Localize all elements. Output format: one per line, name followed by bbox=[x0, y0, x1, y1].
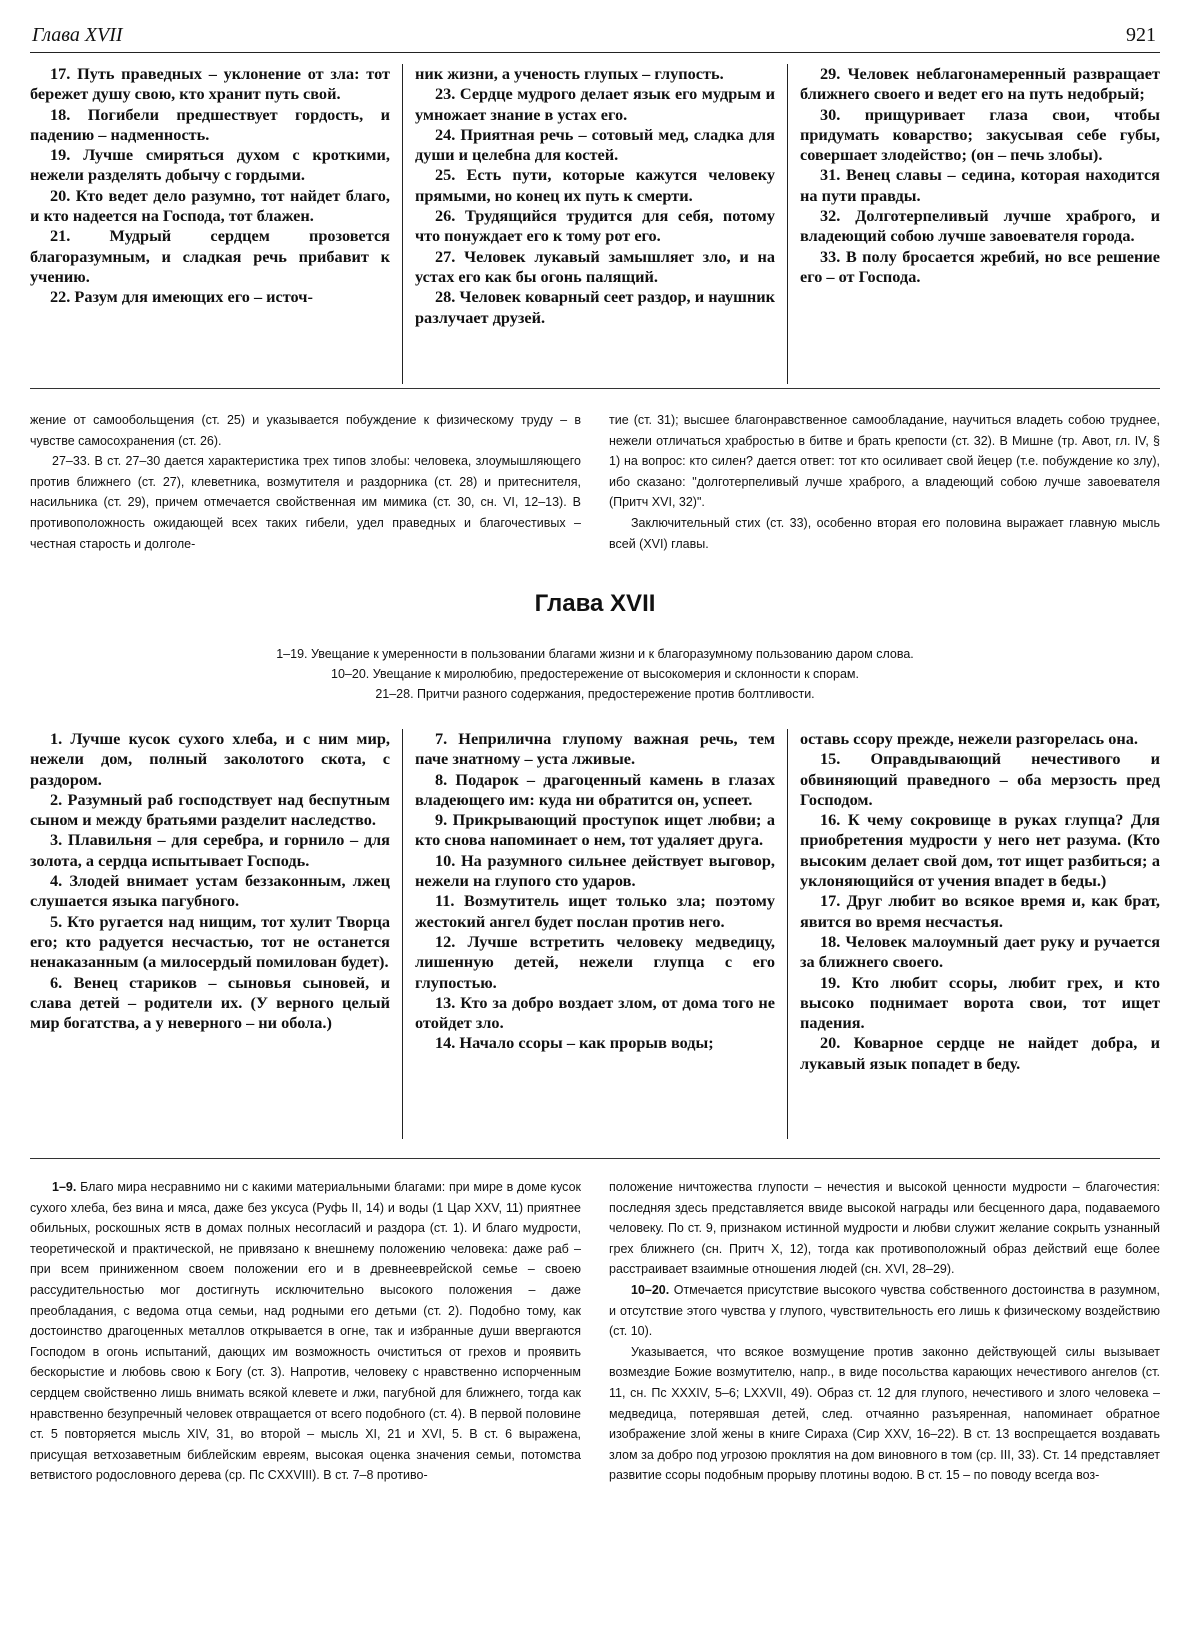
section-divider bbox=[30, 388, 1160, 389]
verse-column bbox=[30, 64, 402, 384]
bottom-commentary bbox=[30, 1177, 1160, 1486]
verse: 2. Разумный раб господствует над беспутным сыном и между братьями разделит наследство. bbox=[30, 789, 390, 830]
verse-column bbox=[402, 729, 787, 1139]
commentary-text: Благо мира несравнимо ни с какими материальными благами: при мире в доме кусок сухого хлеба, без вина и мяса, даже без уксуса (Руфь II, 14) и воды (1 Цар XXV, 11) приятнее обильных, роскошных яств в домах полных несогласий и раздора (ст. 1). И благо мудрости, теоретической и практической, не привязано к внешнему положению человека: даже раб – при всем приниженном своем положении его и в древнееврейской семье – своею рассудительностью мог достигнуть исключительно высокого положения – даже преобладания, с ведома отца семьи, над родными его детьми (ст. 2). Подобно тому, как достоинство драгоценных металлов открывается в огне, так и избранные души ввергаются Господом в огонь испытаний, дающих им возможность очиститься от грехов и проявить бескорыстие и любовь свою к Богу (ст. 3). Напротив, человеку с нравственно испорченным сердцем свойственно лишь внимать всякой клевете и лжи, пагубной для ближнего, тогда как нравственно безупречный человек отвращается от всего подобного (ст. 4). В первой половине ст. 5 повторяется мысль XIV, 31, во второй – мысль XI, 21 и XVI, 5. В ст. 6 выражена, присущая ветхозаветным библейским евреям, высокая оценка значения семьи, потомства ветвистого родословного дерева (ср. Пс CXXVIII). В ст. 7–8 противо- bbox=[30, 1180, 581, 1483]
verse: 19. Кто любит ссоры, любит грех, и кто высоко поднимает ворота свои, тот ищет падения. bbox=[800, 972, 1160, 1033]
verse: оставь ссору прежде, нежели разгорелась она. bbox=[800, 729, 1138, 748]
commentary-paragraph: Заключительный стих (ст. 33), особенно вторая его половина выражает главную мысль всей (XVI) главы. bbox=[609, 515, 1160, 551]
commentary-column bbox=[609, 410, 1160, 554]
chapter-title: Глава XVII bbox=[534, 590, 656, 617]
commentary-paragraph bbox=[609, 1177, 1160, 1280]
section-divider bbox=[30, 1158, 1160, 1159]
verse: 29. Человек неблагонамеренный развращает ближнего своего и ведет его на путь недобрый; bbox=[800, 64, 1160, 104]
top-verses bbox=[30, 64, 1160, 384]
verse: 23. Сердце мудрого делает язык его мудрым и умножает знание в устах его. bbox=[415, 84, 775, 124]
verse: 22. Разум для имеющих его – источ- bbox=[50, 287, 313, 307]
summary-line: 1–19. Увещание к умеренности в пользовании благами жизни и к благоразумному пользованию даром слова. bbox=[276, 647, 914, 661]
verse: 7. Неприлична глупому важная речь, тем паче знатному – уста лживые. bbox=[415, 729, 775, 769]
verse: 25. Есть пути, которые кажутся человеку прямыми, но конец их путь к смерти. bbox=[415, 165, 775, 205]
verse: 20. Коварное сердце не найдет добра, и лукавый язык попадет в беду. bbox=[800, 1033, 1160, 1073]
verse: 31. Венец славы – седина, которая находится на пути правды. bbox=[800, 165, 1160, 205]
chapter-summary bbox=[30, 644, 1160, 704]
verse: 12. Лучше встретить человеку медведицу, лишенную детей, нежели глупца с его глупостью. bbox=[415, 931, 775, 992]
commentary-lead: 1–9. bbox=[52, 1180, 77, 1194]
commentary-text: Указывается, что всякое возмущение против законно действующей силы вызывает возмездие Божие возмутителю, напр., в виде посольства карающих нечестивого ангелов (ст. 11, сн. Пс XXXIV, 5–6; LXXVII, 49). Образ ст. 12 для глупого, нечестивого и злого человека – медведица, потерявшая детей, след. отчаянно разъяренная, напоминает обратное изображение злой жены в книге Сираха (Сир XXV, 16–22). В ст. 13 воспрещается воздавать злом за добро под угрозою проклятия на дом виновного в том (ср. III, 33). Ст. 14 представляет развитие ссоры подобным прорыву плотины водою. В ст. 15 – по поводу всегда воз- bbox=[609, 1344, 1160, 1483]
verse: 18. Погибели предшествует гордость, и падению – надменность. bbox=[30, 104, 390, 144]
verse: 28. Человек коварный сеет раздор, и наушник разлучает друзей. bbox=[415, 287, 775, 327]
verse: 26. Трудящийся трудится для себя, потому что понуждает его к тому рот его. bbox=[415, 206, 775, 246]
verse: 8. Подарок – драгоценный камень в глазах владеющего им: куда ни обратится он, успеет. bbox=[415, 769, 775, 809]
verse: ник жизни, а ученость глупых – глупость. bbox=[415, 64, 724, 83]
commentary-paragraph: 27–33. В ст. 27–30 дается характеристика трех типов злобы: человека, злоумышляющего против ближнего (ст. 27), клеветника, возмутителя и раздорника (ст. 28) и притеснителя, насильника (ст. 29), причем отмечается свойственная им мимика (ст. 30, сн. VI, 12–13). В противоположность ожидающей всех таких гибели, удел праведных и благочестивых – честная старость и долголе- bbox=[30, 454, 581, 551]
commentary-text: положение ничтожества глупости – нечестия и высокой ценности мудрости – благочестия: последняя здесь представляется ввиде высокой награды или бесценного дара, подаваемого человеку. По ст. 9, признаком истинной мудрости и любви служит желание сокрыть узнанный грех ближнего (сн. Притч X, 12), тогда как противоположный образ действий еще более расстраивает взаимные отношения людей (сн. XVI, 28–29). bbox=[609, 1180, 1160, 1277]
commentary-column bbox=[30, 410, 581, 554]
verse-column bbox=[787, 64, 1160, 384]
verse: 27. Человек лукавый замышляет зло, и на устах его как бы огонь палящий. bbox=[415, 246, 775, 286]
verse: 17. Друг любит во всякое время и, как брат, явится во время несчастья. bbox=[800, 891, 1160, 931]
commentary-paragraph bbox=[609, 1280, 1160, 1342]
verse: 10. На разумного сильнее действует выговор, нежели на глупого сто ударов. bbox=[415, 850, 775, 891]
top-commentary bbox=[30, 410, 1160, 554]
commentary-paragraph: жение от самообольщения (ст. 25) и указывается побуждение к физическому труду – в чувстве самосохранения (ст. 26). bbox=[30, 413, 581, 448]
verse: 14. Начало ссоры – как прорыв воды; bbox=[435, 1033, 714, 1053]
chapter-verses bbox=[30, 729, 1160, 1139]
verse: 1. Лучше кусок сухого хлеба, и с ним мир, нежели дом, полный заколотого скота, с раздором. bbox=[30, 729, 390, 789]
running-head-chapter: Глава XVII bbox=[32, 24, 123, 46]
commentary-column bbox=[609, 1177, 1160, 1486]
verse: 24. Приятная речь – сотовый мед, сладка для души и целебна для костей. bbox=[415, 124, 775, 165]
verse: 20. Кто ведет дело разумно, тот найдет благо, и кто надеется на Господа, тот блажен. bbox=[30, 185, 390, 226]
verse: 30. прищуривает глаза свои, чтобы придумать коварство; закусывая себе губы, совершает злодейство; (он – печь злобы). bbox=[800, 104, 1160, 165]
summary-line: 21–28. Притчи разного содержания, предостережение против болтливости. bbox=[375, 687, 815, 701]
verse: 15. Оправдывающий нечестивого и обвиняющий праведного – оба мерзость пред Господом. bbox=[800, 749, 1160, 809]
verse-column bbox=[30, 729, 402, 1139]
verse: 4. Злодей внимает устам беззаконным, лжец слушается языка пагубного. bbox=[30, 871, 390, 911]
verse: 5. Кто ругается над нищим, тот хулит Творца его; кто радуется несчастью, тот не останется ненаказанным (а милосердый помилован будет). bbox=[30, 911, 390, 972]
verse-column bbox=[402, 64, 787, 384]
commentary-text: Отмечается присутствие высокого чувства собственного достоинства в разумном, и отсутствие этого чувства у глупого, чувствительность его лишь к физическому воздействию (ст. 10). bbox=[609, 1282, 1160, 1339]
verse: 18. Человек малоумный дает руку и ручается за ближнего своего. bbox=[800, 931, 1160, 972]
verse: 3. Плавильня – для серебра, и горнило – для золота, а сердца испытывает Господь. bbox=[30, 830, 390, 870]
verse: 11. Возмутитель ищет только зла; поэтому жестокий ангел будет послан против него. bbox=[415, 891, 775, 931]
summary-line: 10–20. Увещание к миролюбию, предостережение от высокомерия и склонности к спорам. bbox=[331, 667, 859, 681]
commentary-paragraph bbox=[30, 1177, 581, 1486]
verse: 17. Путь праведных – уклонение от зла: тот бережет душу свою, кто хранит путь свой. bbox=[30, 64, 390, 104]
verse: 6. Венец стариков – сыновья сыновей, и слава детей – родители их. (У верного целый мир богатства, а у неверного – ни обола.) bbox=[30, 972, 390, 1033]
verse: 33. В полу бросается жребий, но все решение его – от Господа. bbox=[800, 246, 1160, 286]
page bbox=[30, 0, 1160, 1630]
verse-column bbox=[787, 729, 1160, 1139]
commentary-column bbox=[30, 1177, 581, 1486]
page-number: 921 bbox=[1126, 24, 1156, 46]
verse: 13. Кто за добро воздает злом, от дома того не отойдет зло. bbox=[415, 992, 775, 1033]
commentary-lead: 10–20. bbox=[631, 1282, 670, 1297]
verse: 32. Долготерпеливый лучше храброго, и владеющий собою лучше завоевателя города. bbox=[800, 206, 1160, 246]
verse: 16. К чему сокровище в руках глупца? Для приобретения мудрости у него нет разума. (Кто высоким делает свой дом, тот ищет разбиться; а уклоняющийся от учения впадет в беды.) bbox=[800, 810, 1160, 891]
running-head bbox=[30, 22, 1160, 53]
verse: 21. Мудрый сердцем прозовется благоразумным, и сладкая речь прибавит к учению. bbox=[30, 226, 390, 286]
commentary-paragraph bbox=[609, 1342, 1160, 1486]
commentary-paragraph: тие (ст. 31); высшее благонравственное самообладание, научиться владеть собою труднее, нежели отличаться храбростью в битве и брать крепости (ст. 32). В Мишне (тр. Авот, гл. IV, § 1) на вопрос: кто силен? дается ответ: тот кто осиливает свой йецер (т.е. побуждение ко злу), ибо сказано: "долготерпеливый лучше храброго, а владеющий собою лучше завоевателя (Притч XVI, 32)". bbox=[609, 413, 1160, 510]
verse: 19. Лучше смиряться духом с кроткими, нежели разделять добычу с гордыми. bbox=[30, 145, 390, 185]
verse: 9. Прикрывающий проступок ищет любви; а кто снова напоминает о нем, тот удаляет друга. bbox=[415, 810, 775, 850]
